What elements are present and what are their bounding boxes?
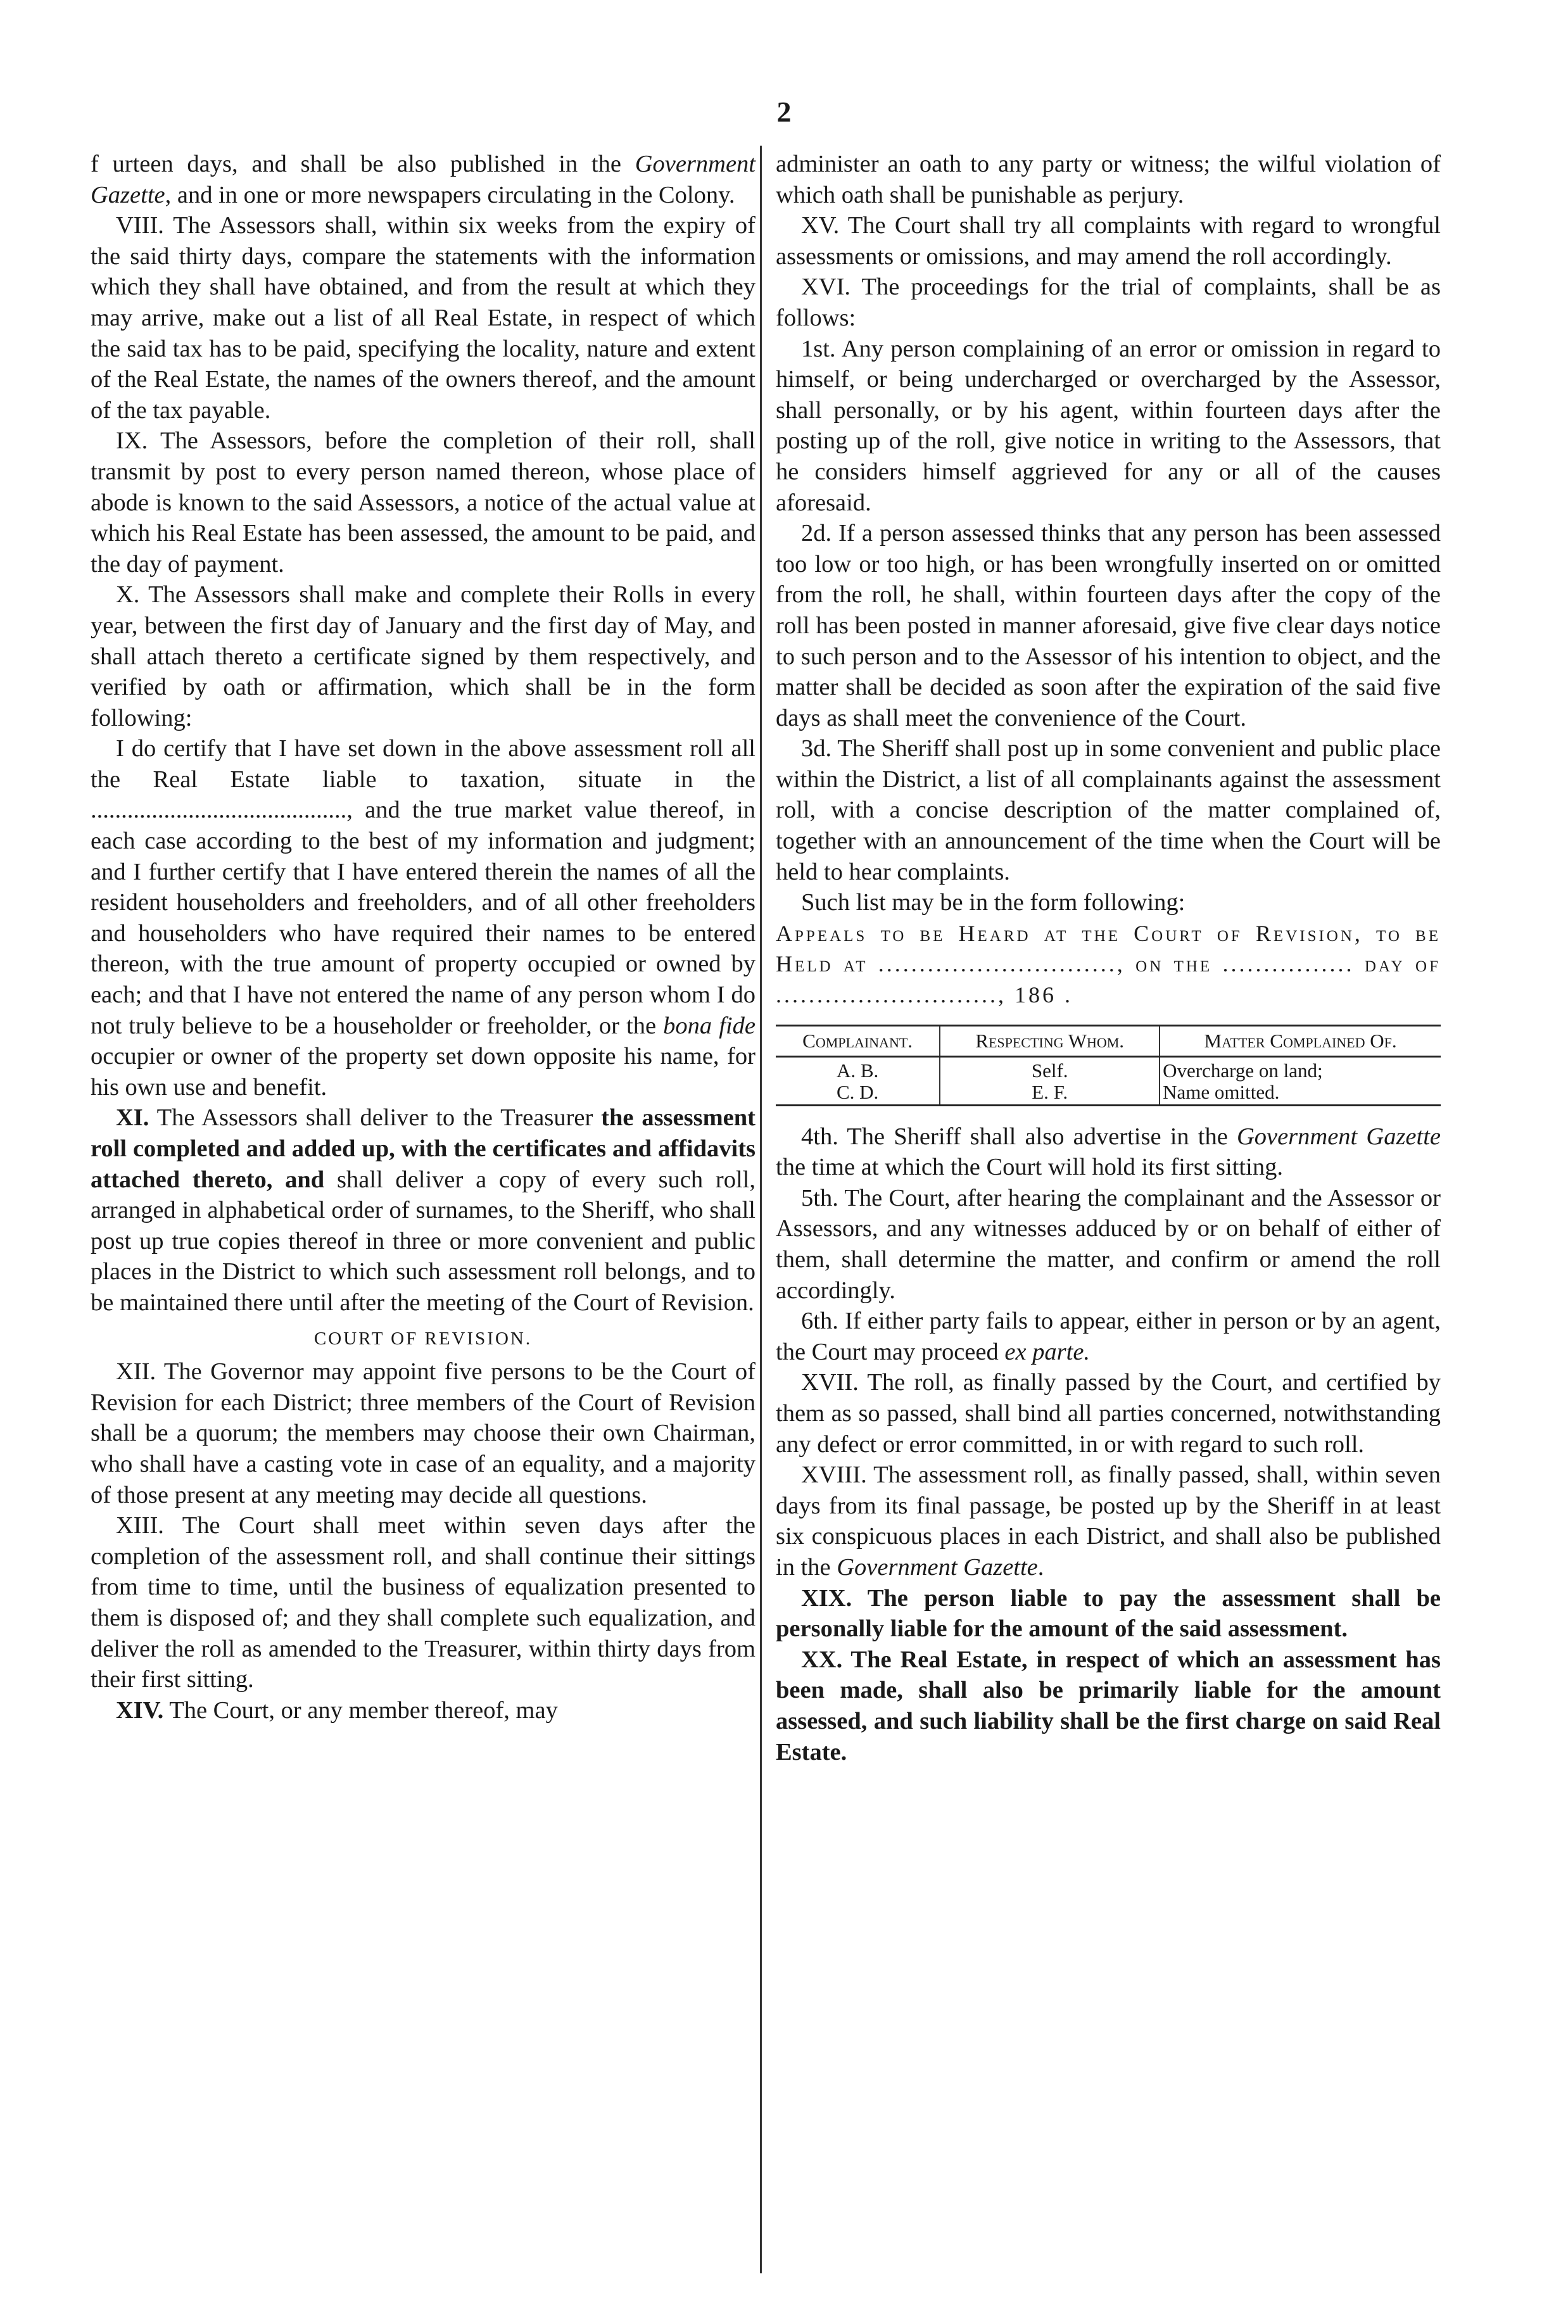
respecting-cell	[940, 1056, 1160, 1105]
text: The Assessors shall deliver to the Treasurer	[149, 1104, 602, 1132]
section-xx: XX. The Real Estate, in respect of which an assessment has been made, shall also be primarily liable for the amount assessed, and such liability shall be the first charge on said Real Estate.	[776, 1646, 1441, 1765]
form-intro: Such list may be in the form following:	[801, 889, 1185, 916]
text: the assessment roll completed and added up, with the certificates and affidavits attached thereto, and	[91, 1104, 756, 1193]
matter-cell	[1160, 1056, 1441, 1105]
section-viii: VIII. The Assessors shall, within six weeks from the expiry of the said thirty days, compare the statements with the information which they shall have obtained, and from the result at which they may arrive, make out a list of all Real Estate, in respect of which the said tax has to be paid, specifying the locality, nature and extent of the Real Estate, the names of the owners thereof, and the amount of the tax payable.	[91, 212, 756, 424]
table-cell: Self.	[1031, 1059, 1068, 1082]
section-xi	[91, 1102, 756, 1318]
table-cell: C. D.	[836, 1080, 879, 1103]
text: f urteen days, and shall be also published in the	[91, 151, 635, 177]
gazette-title: Government Gazette	[1236, 1123, 1441, 1150]
column-divider	[760, 146, 762, 2273]
table-cell: E. F.	[1032, 1080, 1068, 1103]
clause-5th: 5th. The Court, after hearing the complainant and the Assessor or Assessors, and any witnesses adduced by or on behalf of either of them, shall determine the matter, and confirm or amend the roll accordingly.	[776, 1184, 1441, 1304]
clause-1st: 1st. Any person complaining of an error or omission in regard to himself, or being undercharged or overcharged by the Assessor, shall personally, or by his agent, within fourteen days after the posting up of the roll, give notice in writing to the Assessors, that he considers himself aggrieved for any or all of the causes aforesaid.	[776, 335, 1441, 516]
clause-2d: 2d. If a person assessed thinks that any person has been assessed too low or too high, or has been wrongfully inserted on or omitted from the roll, he shall, within fourteen days after the copy of the roll has been posted in manner aforesaid, give five clear days notice to such person and to the Assessor of his intention to object, and the matter shall be decided as soon after the expiration of the said five days as shall meet the convenience of the Court.	[776, 520, 1441, 731]
italic-term: ex parte.	[1004, 1338, 1091, 1365]
complaints-table	[776, 1025, 1441, 1106]
text: shall deliver a copy of every such roll, arranged in alphabetical order of surnames, to the Sheriff, who shall post up true copies thereof in three or more convenient and public places in the District to which such assessment roll belongs, and to be maintained there until after the meeting of the Court of Revision.	[91, 1166, 756, 1316]
section-x: X. The Assessors shall make and complete their Rolls in every year, between the first day of January and the first day of May, and shall attach thereto a certificate signed by them respectively, and verified by oath or affirmation, which shall be in the form following:	[91, 581, 756, 731]
section-xvii: XVII. The roll, as finally passed by the Court, and certified by them as so passed, shall bind all parties concerned, notwithstanding any defect or error committed, in or with regard to such roll.	[776, 1369, 1441, 1458]
right-column	[776, 149, 1441, 1767]
section-xii: XII. The Governor may appoint five persons to be the Court of Revision for each District; three members of the Court of Revision shall be a quorum; the members may choose their own Chairman, who shall have a casting vote in case of an equality, and a majority of those present at any meeting may decide all questions.	[91, 1358, 756, 1508]
text: The Court, or any member thereof, may	[163, 1696, 558, 1724]
table-cell: Name omitted.	[1163, 1080, 1280, 1103]
text: 4th. The Sheriff shall also advertise in the	[801, 1123, 1237, 1150]
table-cell: A. B.	[836, 1059, 879, 1082]
section-ix: IX. The Assessors, before the completion of their roll, shall transmit by post to every person named thereon, whose place of abode is known to the said Assessors, a notice of the actual value at which his Real Estate has been assessed, the amount to be paid, and the day of payment.	[91, 427, 756, 578]
paragraph-oath: administer an oath to any party or witness; the wilful violation of which oath shall be punishable as perjury.	[776, 151, 1441, 208]
page-number: 2	[776, 96, 792, 128]
section-xviii	[776, 1460, 1441, 1582]
table-cell: Overcharge on land;	[1163, 1059, 1323, 1082]
gazette-title: Government Gazette	[837, 1553, 1038, 1581]
left-column	[91, 149, 756, 1726]
italic-term: bona fide	[663, 1012, 756, 1039]
appeals-form-title: Appeals to be Heard at the Court of Revision, to be Held at ............................., on the ................ day of ..........................., 186 .	[776, 920, 1441, 1008]
section-xv: XV. The Court shall try all complaints with regard to wrongful assessments or omissions, and may amend the roll accordingly.	[776, 212, 1441, 270]
text: , and in one or more newspapers circulating in the Colony.	[165, 181, 735, 208]
paragraph-fourteen-days	[91, 149, 756, 210]
section-number: XIV.	[116, 1696, 164, 1724]
column-header: Complainant.	[776, 1025, 940, 1056]
column-header: Respecting Whom.	[940, 1025, 1160, 1056]
text: XVIII. The assessment roll, as finally passed, shall, within seven days from its final passage, be posted up by the Sheriff in at least six conspicuous places in each District, and shall also be published in the	[776, 1462, 1441, 1581]
text: .	[1037, 1553, 1044, 1581]
section-number: XI.	[116, 1104, 149, 1132]
table-row	[776, 1056, 1441, 1105]
section-xiii: XIII. The Court shall meet within seven days after the completion of the assessment roll, and shall continue their sittings from time to time, until the business of equalization presented to them is disposed of; and they shall complete such equalization, and deliver the roll as amended to the Treasurer, within thirty days from their first sitting.	[91, 1512, 756, 1693]
text: occupier or owner of the property set down opposite his name, for his own use and benefit.	[91, 1043, 756, 1101]
section-xiv	[91, 1695, 756, 1726]
complainant-cell	[776, 1056, 940, 1105]
text: the time at which the Court will hold its first sitting.	[776, 1154, 1283, 1181]
certificate-form	[91, 733, 756, 1102]
text: 6th. If either party fails to appear, either in person or by an agent, the Court may proceed	[776, 1308, 1441, 1365]
clause-6th	[776, 1306, 1441, 1367]
clause-3d: 3d. The Sheriff shall post up in some convenient and public place within the District, a list of all complainants against the assessment roll, with a concise description of the matter complained of, together with an announcement of the time when the Court will be held to hear complaints.	[776, 735, 1441, 885]
column-header: Matter Complained Of.	[1160, 1025, 1441, 1056]
clause-4th	[776, 1121, 1441, 1183]
section-xvi: XVI. The proceedings for the trial of complaints, shall be as follows:	[776, 274, 1441, 331]
text: I do certify that I have set down in the above assessment roll all the Real Estate liable to taxation, situate in the .........................................., and the true market value thereof, in each case according to the best of my information and judgment; and I further certify that I have entered therein the names of all the resident householders and freeholders, and of all other freeholders and householders who have required their names to be entered thereon, with the true amount of property occupied or owned by each; and that I have not entered the name of any person whom I do not truly believe to be a householder or freeholder, or the	[91, 735, 756, 1039]
section-heading: COURT OF REVISION.	[313, 1328, 533, 1349]
section-xix: XIX. The person liable to pay the assessment shall be personally liable for the amount of the said assessment.	[776, 1584, 1441, 1643]
gazette-title: Government Gazette	[91, 151, 756, 208]
